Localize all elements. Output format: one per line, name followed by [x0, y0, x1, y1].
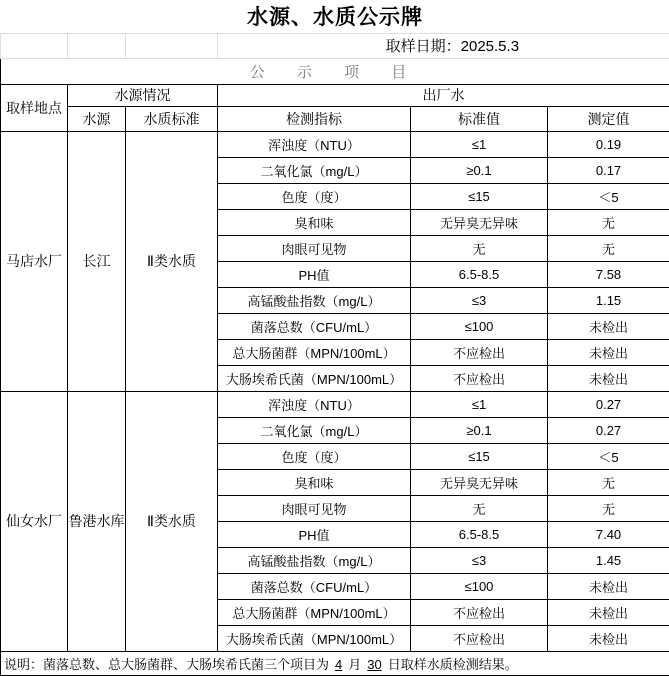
standard-value-cell: ≤3 [411, 287, 548, 313]
indicator-cell: 肉眼可见物 [218, 495, 411, 521]
indicator-cell: 二氧化氯（mg/L） [218, 157, 411, 183]
standard-value-cell: ≤1 [411, 391, 548, 417]
standard-value-cell: ≥0.1 [411, 417, 548, 443]
standard-value-cell: 不应检出 [411, 365, 548, 391]
table-row [1, 131, 669, 157]
indicator-cell: 浑浊度（NTU） [218, 391, 411, 417]
section-label: 公 示 项 目 [1, 58, 669, 84]
indicator-cell: 高锰酸盐指数（mg/L） [218, 287, 411, 313]
footnote-prefix: 说明：菌落总数、总大肠菌群、大肠埃希氏菌三个项目为 [4, 657, 329, 672]
sampling-date: 取样日期：2025.5.3 [218, 33, 669, 58]
indicator-cell: 肉眼可见物 [218, 235, 411, 261]
measured-value-cell: 0.27 [548, 417, 669, 443]
indicator-cell: 菌落总数（CFU/mL） [218, 313, 411, 339]
measured-value-cell: 0.17 [548, 157, 669, 183]
measured-value-cell: 无 [548, 469, 669, 495]
measured-value-cell: 无 [548, 495, 669, 521]
standard-value-cell: 不应检出 [411, 599, 548, 625]
measured-value-cell: 无 [548, 209, 669, 235]
plant-site: 马店水厂 [1, 131, 68, 391]
measured-value-cell: 7.40 [548, 521, 669, 547]
standard-value-cell: 无 [411, 495, 548, 521]
measured-value-cell: 未检出 [548, 625, 669, 651]
indicator-cell: 臭和味 [218, 469, 411, 495]
header-outlet: 出厂水 [218, 84, 669, 106]
indicator-cell: 菌落总数（CFU/mL） [218, 573, 411, 599]
header-measured: 测定值 [548, 106, 669, 131]
indicator-cell: 大肠埃希氏菌（MPN/100mL） [218, 365, 411, 391]
standard-value-cell: ≤3 [411, 547, 548, 573]
standard-value-cell: ≤100 [411, 313, 548, 339]
measured-value-cell: 未检出 [548, 573, 669, 599]
measured-value-cell: 1.15 [548, 287, 669, 313]
indicator-cell: 浑浊度（NTU） [218, 131, 411, 157]
footnote [1, 651, 669, 675]
standard-value-cell: 无异臭无异味 [411, 469, 548, 495]
header-source-info: 水源情况 [68, 84, 218, 106]
indicator-cell: PH值 [218, 261, 411, 287]
standard-value-cell: 6.5-8.5 [411, 261, 548, 287]
indicator-cell: 高锰酸盐指数（mg/L） [218, 547, 411, 573]
standard-value-cell: 无 [411, 235, 548, 261]
table-row [1, 391, 669, 417]
header-indicator: 检测指标 [218, 106, 411, 131]
header-std-value: 标准值 [411, 106, 548, 131]
measured-value-cell: 未检出 [548, 365, 669, 391]
plant-source: 长江 [68, 131, 126, 391]
footnote-month-unit: 月 [348, 657, 361, 672]
indicator-cell: PH值 [218, 521, 411, 547]
standard-value-cell: 6.5-8.5 [411, 521, 548, 547]
indicator-cell: 臭和味 [218, 209, 411, 235]
standard-value-cell: ≤1 [411, 131, 548, 157]
measured-value-cell: 未检出 [548, 339, 669, 365]
plant-site: 仙女水厂 [1, 391, 68, 651]
indicator-cell: 总大肠菌群（MPN/100mL） [218, 599, 411, 625]
indicator-cell: 二氧化氯（mg/L） [218, 417, 411, 443]
indicator-cell: 色度（度） [218, 183, 411, 209]
standard-value-cell: 不应检出 [411, 625, 548, 651]
indicator-cell: 色度（度） [218, 443, 411, 469]
measured-value-cell: 0.19 [548, 131, 669, 157]
measured-value-cell: 0.27 [548, 391, 669, 417]
measured-value-cell: ＜5 [548, 443, 669, 469]
footnote-month: 4 [329, 657, 348, 672]
page-title: 水源、水质公示牌 [1, 0, 669, 33]
plant-standard: Ⅱ类水质 [126, 131, 218, 391]
measured-value-cell: 未检出 [548, 599, 669, 625]
measured-value-cell: ＜5 [548, 183, 669, 209]
measured-value-cell: 1.45 [548, 547, 669, 573]
standard-value-cell: ≤15 [411, 183, 548, 209]
footnote-day: 30 [361, 657, 387, 672]
header-site: 取样地点 [1, 84, 68, 131]
indicator-cell: 总大肠菌群（MPN/100mL） [218, 339, 411, 365]
header-standard: 水质标准 [126, 106, 218, 131]
standard-value-cell: 无异臭无异味 [411, 209, 548, 235]
standard-value-cell: ≤15 [411, 443, 548, 469]
indicator-cell: 大肠埃希氏菌（MPN/100mL） [218, 625, 411, 651]
measured-value-cell: 无 [548, 235, 669, 261]
plant-source: 鲁港水库 [68, 391, 126, 651]
footnote-suffix: 日取样水质检测结果。 [388, 657, 518, 672]
standard-value-cell: 不应检出 [411, 339, 548, 365]
standard-value-cell: ≥0.1 [411, 157, 548, 183]
header-source: 水源 [68, 106, 126, 131]
standard-value-cell: ≤100 [411, 573, 548, 599]
measured-value-cell: 7.58 [548, 261, 669, 287]
plant-standard: Ⅱ类水质 [126, 391, 218, 651]
measured-value-cell: 未检出 [548, 313, 669, 339]
